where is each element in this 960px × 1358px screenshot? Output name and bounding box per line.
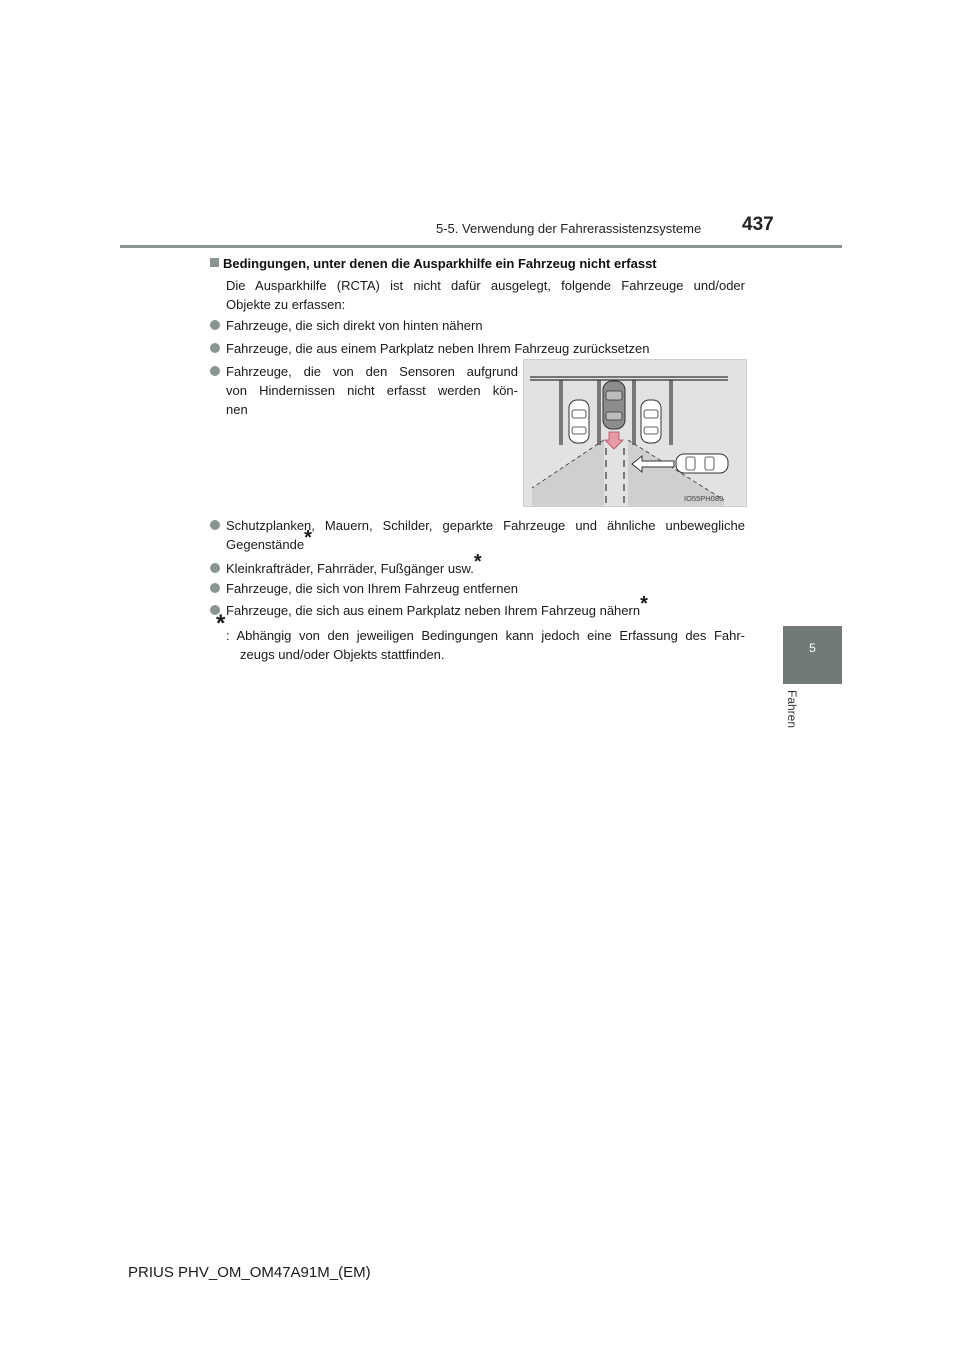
parking-illustration xyxy=(524,360,746,506)
chapter-label xyxy=(783,690,805,750)
list-item-text: Fahrzeuge, die aus einem Parkplatz neben Ihrem Fahrzeug zurücksetzen xyxy=(226,341,650,356)
list-item xyxy=(210,339,750,358)
list-item-text: Fahrzeuge, die sich von Ihrem Fahrzeug entfernen xyxy=(226,581,518,596)
list-item xyxy=(210,362,518,422)
asterisk-mark: * xyxy=(640,593,648,615)
bullet-icon xyxy=(210,583,220,593)
footer-manual-code: PRIUS PHV_OM_OM47A91M_(EM) xyxy=(128,1264,371,1281)
footnote-line-2: zeugs und/oder Objekts stattfinden. xyxy=(240,647,445,662)
intro-line-1: Die Ausparkhilfe (RCTA) ist nicht dafür ausgelegt, folgende Fahrzeuge und/oder xyxy=(226,278,745,293)
own-car xyxy=(603,381,625,429)
list-item-text: Fahrzeuge, die sich aus einem Parkplatz neben Ihrem Fahrzeug nähern xyxy=(226,603,641,618)
approaching-car xyxy=(676,454,728,473)
header-divider xyxy=(120,245,842,248)
asterisk-mark: * xyxy=(304,527,312,549)
bullet-icon xyxy=(210,520,220,530)
bullet-icon xyxy=(210,563,220,573)
bullet-icon xyxy=(210,343,220,353)
list-item-text: Fahrzeuge, die sich direkt von hinten nähern xyxy=(226,318,483,333)
footnote-asterisk: * xyxy=(216,610,226,637)
heading-square-icon xyxy=(210,258,219,267)
list-item-text-line-1: Fahrzeuge, die von den Sensoren aufgrund xyxy=(226,364,518,379)
list-item xyxy=(210,593,750,620)
chapter-number: 5 xyxy=(809,641,816,655)
chapter-tab xyxy=(783,626,842,684)
bullet-icon xyxy=(210,366,220,376)
list-item-text-line-2: Gegenstände xyxy=(226,537,305,552)
list-item-text-line-3: nen xyxy=(226,402,248,417)
list-item xyxy=(210,316,750,335)
list-item-text-line-1: Schutzplanken, Mauern, Schilder, geparkte Fahrzeuge und ähnliche unbewegliche xyxy=(226,518,745,533)
running-header: 5-5. Verwendung der Fahrerassistenzsysteme xyxy=(436,221,702,236)
asterisk-mark: * xyxy=(473,551,482,573)
list-item-text-line-2: von Hindernissen nicht erfasst werden kön- xyxy=(226,383,518,398)
figure-code: IO55PH089 xyxy=(684,494,724,503)
footnote-line-1: : Abhängig von den jeweiligen Bedingungen kann jedoch eine Erfassung des Fahr- xyxy=(226,628,745,643)
list-item-text: Kleinkrafträder, Fahrräder, Fußgänger usw. xyxy=(226,561,474,576)
bullet-icon xyxy=(210,320,220,330)
page-number: 437 xyxy=(742,214,774,235)
section-heading-text: Bedingungen, unter denen die Ausparkhilfe ein Fahrzeug nicht erfasst xyxy=(223,256,657,271)
list-item xyxy=(210,516,750,556)
section-heading xyxy=(210,256,657,271)
parked-car-right xyxy=(641,400,661,443)
list-item xyxy=(210,551,750,578)
chapter-label-text: Fahren xyxy=(785,690,799,729)
intro-line-2: Objekte zu erfassen: xyxy=(226,297,346,312)
parking-diagram xyxy=(523,359,747,507)
parked-car-left xyxy=(569,400,589,443)
list-item xyxy=(210,579,750,598)
